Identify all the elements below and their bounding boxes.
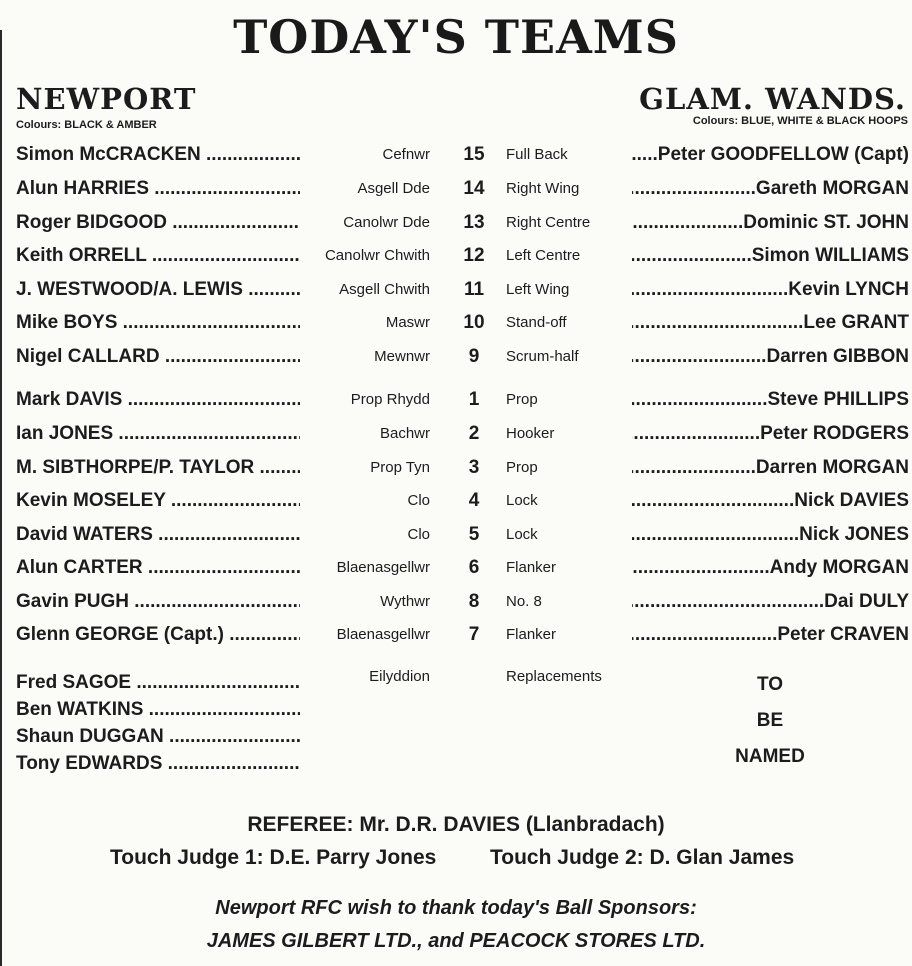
away-team-name: GLAM. WANDS. [639,82,906,116]
replacement-player: Shaun DUGGAN ..... [16,723,300,750]
home-player: Simon McCRACKEN ..... [16,140,300,170]
lineup-row [0,308,912,338]
shirt-number: 1 [468,389,480,410]
welsh-position: Clo [407,492,430,509]
english-position: Left Wing [506,281,570,298]
lineup-row [0,486,912,516]
away-player [632,208,909,238]
lineup-row [0,208,912,238]
lineup-row [0,453,912,483]
home-player: Roger BIDGOOD ..... [16,208,300,238]
away-team-colours: Colours: BLUE, WHITE & BLACK HOOPS [692,115,908,127]
home-player: Alun HARRIES ..... [16,174,300,204]
shirt-number: 5 [468,524,480,545]
away-player-name: Nick JONES [799,524,909,545]
home-team-colours: Colours: BLACK & AMBER [16,119,157,131]
shirt-number: 7 [468,624,480,645]
away-player [632,241,909,271]
english-position: Prop [506,459,538,476]
shirt-number: 15 [463,144,485,165]
english-position: Left Centre [506,247,581,264]
away-player-name: Peter RODGERS [760,423,909,444]
away-player-name: Steve PHILLIPS [767,389,909,410]
lineup-row [0,140,912,170]
english-position: Lock [506,492,538,509]
away-player [632,486,909,516]
touch-judge-2: Touch Judge 2: D. Glan James [490,846,795,869]
touch-judge-1: Touch Judge 1: D.E. Parry Jones [110,846,437,869]
home-team-name: NEWPORT [16,82,197,116]
away-player-name: Dominic ST. JOHN [743,212,909,233]
english-position: Flanker [506,559,557,576]
to-be-named-line: NAMED [735,746,805,767]
english-position: Full Back [506,146,568,163]
replacement-player: Fred SAGOE ..... [16,669,300,696]
home-player: Mark DAVIS ..... [16,385,300,415]
away-player-name: Nick DAVIES [794,490,909,511]
away-player-name: Simon WILLIAMS [751,245,909,266]
shirt-number: 6 [468,557,480,578]
lineup-row [0,385,912,415]
referee-line: REFEREE: Mr. D.R. DAVIES (Llanbradach) [247,813,665,836]
welsh-position: Canolwr Dde [343,214,430,231]
away-player-name: Peter CRAVEN [777,624,909,645]
welsh-position: Blaenasgellwr [336,559,430,576]
home-player: Glenn GEORGE (Capt.) ..... [16,620,300,650]
english-position: Stand-off [506,314,567,331]
welsh-position: Asgell Dde [357,180,430,197]
away-player [632,520,909,550]
shirt-number: 10 [463,312,485,333]
home-player: David WATERS ..... [16,520,300,550]
away-player [632,587,909,617]
lineup-row [0,342,912,372]
home-player: Alun CARTER ..... [16,553,300,583]
english-position: Hooker [506,425,555,442]
welsh-position: Bachwr [379,425,430,442]
sponsor-thanks: Newport RFC wish to thank today's Ball Sponsors: [215,897,697,919]
away-player-name: Kevin LYNCH [788,279,909,300]
welsh-position: Clo [407,526,430,543]
to-be-named-line: TO [756,674,784,695]
lineup-row [0,275,912,305]
home-player: Mike BOYS ..... [16,308,300,338]
replacement-player: Ben WATKINS ..... [16,696,300,723]
away-player [632,275,909,305]
away-player [632,453,909,483]
welsh-position: Canolwr Chwith [324,247,430,264]
away-player-name: Gareth MORGAN [755,178,909,199]
home-player: Kevin MOSELEY ..... [16,486,300,516]
shirt-number: 14 [463,178,485,199]
welsh-position: Prop Tyn [370,459,430,476]
home-player: Nigel CALLARD ..... [16,342,300,372]
away-player [632,553,909,583]
lineup-row [0,553,912,583]
shirt-number: 13 [463,212,485,233]
shirt-number: 2 [468,423,480,444]
shirt-number: 12 [463,245,485,266]
away-player [632,140,909,170]
lineup-row [0,241,912,271]
welsh-position: Cefnwr [382,146,430,163]
english-position: Prop [506,391,538,408]
english-position: No. 8 [506,593,542,610]
welsh-position: Maswr [385,314,430,331]
welsh-position: Asgell Chwith [339,281,430,298]
shirt-number: 8 [468,591,480,612]
away-player [632,385,909,415]
lineup-row [0,620,912,650]
away-player [632,308,909,338]
away-player-name: Darren MORGAN [755,457,909,478]
welsh-position: Blaenasgellwr [336,626,430,643]
to-be-named-line: BE [756,710,784,731]
away-player-name: Darren GIBBON [766,346,909,367]
welsh-position: Mewnwr [374,348,430,365]
lineup-row [0,174,912,204]
away-player-name: Peter GOODFELLOW (Capt) [657,144,909,165]
welsh-position: Wythwr [380,593,430,610]
shirt-number: 3 [468,457,480,478]
away-player [632,174,909,204]
away-player-name: Andy MORGAN [769,557,909,578]
home-player: J. WESTWOOD/A. LEWIS ..... [16,275,300,305]
away-player-name: Dai DULY [824,591,909,612]
home-player: Gavin PUGH ..... [16,587,300,617]
home-player: Ian JONES ..... [16,419,300,449]
away-player [632,342,909,372]
shirt-number: 4 [468,490,480,511]
english-position: Right Centre [506,214,591,231]
english-position: Lock [506,526,538,543]
replacement-player: Tony EDWARDS ..... [16,750,300,777]
shirt-number: 11 [463,279,485,300]
english-position: Scrum-half [506,348,579,365]
shirt-number: 9 [468,346,480,367]
english-position: Flanker [506,626,557,643]
home-player: M. SIBTHORPE/P. TAYLOR ..... [16,453,300,483]
replacements-welsh-label: Eilyddion [369,668,430,685]
away-player [632,620,909,650]
replacements-label: Replacements [506,668,602,685]
page-title: TODAY'S TEAMS [233,10,679,64]
welsh-position: Prop Rhydd [350,391,430,408]
english-position: Right Wing [506,180,580,197]
away-player [632,419,909,449]
lineup-row [0,520,912,550]
lineup-row [0,419,912,449]
lineup-row [0,587,912,617]
away-player-name: Lee GRANT [803,312,909,333]
sponsor-names: JAMES GILBERT LTD., and PEACOCK STORES LTD. [206,930,706,952]
home-player: Keith ORRELL ..... [16,241,300,271]
